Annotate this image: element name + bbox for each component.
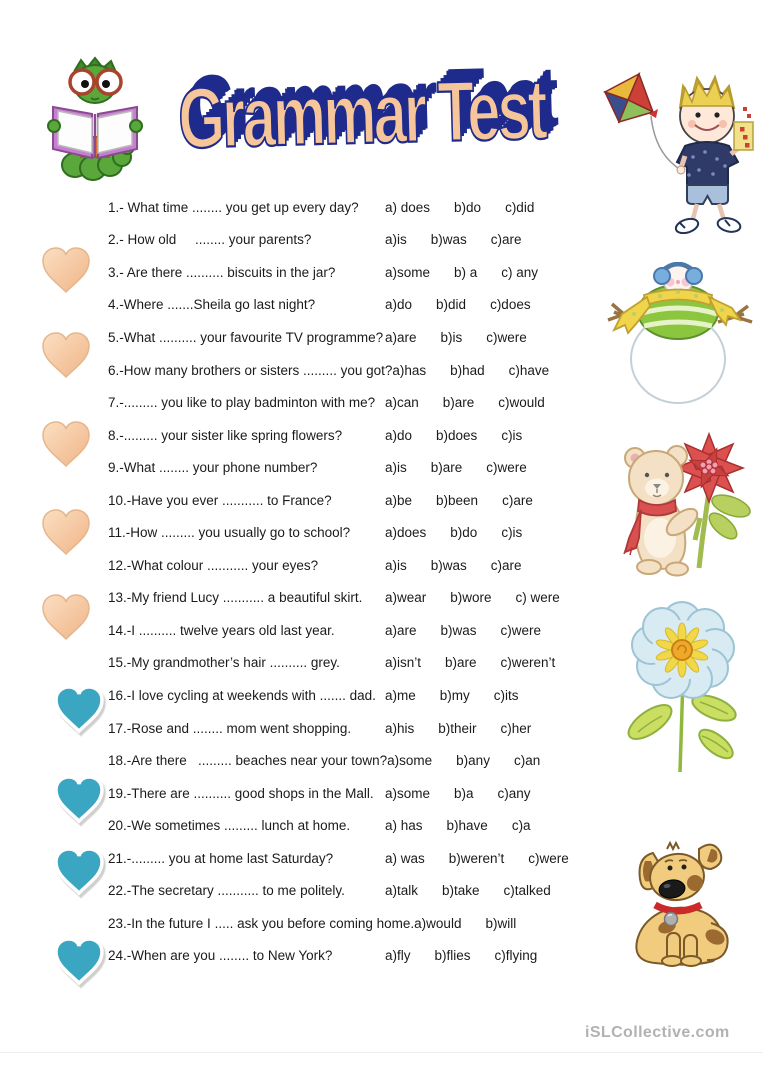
question-row	[108, 289, 668, 322]
answer-options	[385, 851, 569, 866]
question-text: 4.-Where .......Sheila go last night?	[108, 297, 316, 313]
answer-option: c)would	[498, 395, 545, 411]
question-text: 21.-......... you at home last Saturday?	[108, 850, 334, 866]
question-text: 20.-We sometimes ......... lunch at home.	[108, 818, 351, 834]
blue-heart-icon	[53, 846, 105, 896]
answer-option: b)had	[450, 362, 485, 378]
answer-option: b)a	[454, 785, 474, 801]
question-row	[108, 256, 668, 289]
answer-option: b)wore	[450, 590, 492, 606]
answer-options	[385, 786, 531, 801]
question-row	[108, 614, 668, 647]
question-text: 14.-I .......... twelve years old last year.	[108, 622, 335, 638]
question-text: 19.-There are .......... good shops in the Mall.	[108, 785, 374, 801]
questions-list	[108, 191, 668, 972]
answer-option: c)an	[513, 753, 541, 769]
answer-option: a)some	[387, 753, 433, 769]
answer-option: c)were	[500, 622, 542, 638]
answer-option: c)are	[490, 232, 522, 248]
question-text: 1.- What time ........ you get up every day?	[108, 199, 359, 215]
question-row	[108, 744, 668, 777]
answer-option: a)isn’t	[385, 655, 422, 671]
question-text: 10.-Have you ever ........... to France?	[108, 492, 332, 508]
blue-heart-icon	[53, 936, 105, 986]
answer-option: b)do	[454, 199, 482, 215]
answer-options	[385, 428, 522, 443]
question-row	[108, 647, 668, 680]
blue-heart-icon	[53, 684, 105, 734]
question-row	[108, 809, 668, 842]
answer-option: b)did	[436, 297, 467, 313]
answer-option: a)is	[385, 557, 407, 573]
answer-options	[385, 460, 527, 475]
answer-options	[385, 297, 531, 312]
question-text: 22.-The secretary ........... to me politely.	[108, 883, 345, 899]
question-row	[108, 549, 668, 582]
answer-option: a)wear	[385, 590, 427, 606]
answer-options	[385, 590, 560, 605]
question-text: 15.-My grandmother’s hair .......... grey.	[108, 655, 340, 671]
question-text: 8.-......... your sister like spring flowers?	[108, 427, 343, 443]
answer-option: a)has	[392, 362, 427, 378]
answer-option: a)some	[385, 264, 431, 280]
answer-option: c)weren’t	[500, 655, 556, 671]
answer-option: a)can	[385, 395, 419, 411]
answer-option: b)are	[445, 655, 477, 671]
answer-option: a)do	[385, 297, 413, 313]
answer-options	[385, 818, 531, 833]
answer-options	[414, 916, 516, 931]
answer-option: c)talked	[503, 883, 551, 899]
question-text: 6.-How many brothers or sisters ......... you got?	[108, 362, 393, 378]
question-row	[108, 354, 668, 387]
answer-option: c)any	[497, 785, 531, 801]
question-row	[108, 874, 668, 907]
answer-option: c)is	[501, 427, 523, 443]
answer-option: b)have	[446, 818, 488, 834]
answer-option: b)will	[485, 915, 517, 931]
question-row	[108, 224, 668, 257]
answer-option: a)his	[385, 720, 415, 736]
question-row	[108, 679, 668, 712]
answer-options	[392, 363, 549, 378]
answer-option: a)do	[385, 427, 413, 443]
question-row	[108, 516, 668, 549]
answer-option: c)does	[490, 297, 531, 313]
question-text: 13.-My friend Lucy ........... a beautiful skirt.	[108, 590, 363, 606]
answer-option: b)was	[430, 557, 467, 573]
question-text: 24.-When are you ........ to New York?	[108, 948, 333, 964]
question-text: 11.-How ......... you usually go to school?	[108, 525, 351, 541]
answer-options	[385, 883, 551, 898]
question-text: 9.-What ........ your phone number?	[108, 460, 318, 476]
answer-option: b)my	[439, 687, 470, 703]
answer-options	[385, 265, 538, 280]
title-text: Grammar Test	[177, 61, 546, 167]
answer-option: c)its	[493, 687, 519, 703]
answer-options	[385, 200, 534, 215]
question-row	[108, 451, 668, 484]
answer-options	[385, 525, 522, 540]
peach-heart-icon	[40, 592, 92, 642]
answer-option: b)flies	[434, 948, 471, 964]
worksheet-title	[177, 61, 546, 167]
answer-option: c)were	[528, 850, 569, 866]
answer-option: b)is	[440, 329, 463, 345]
question-text: 12.-What colour ........... your eyes?	[108, 557, 319, 573]
question-text: 7.-......... you like to play badminton with me?	[108, 395, 376, 411]
question-row	[108, 907, 668, 940]
answer-option: c) any	[501, 264, 539, 280]
peach-heart-icon	[40, 245, 92, 295]
answer-option: c)did	[505, 199, 535, 215]
answer-option: c)were	[486, 329, 527, 345]
question-text: 3.- Are there .......... biscuits in the jar?	[108, 264, 336, 280]
answer-options	[385, 558, 522, 573]
blue-heart-icon	[53, 774, 105, 824]
answer-option: b)weren’t	[448, 850, 505, 866]
answer-option: a)is	[385, 232, 407, 248]
answer-option: a) has	[385, 818, 423, 834]
answer-option: c) were	[515, 590, 560, 606]
answer-option: a)talk	[385, 883, 419, 899]
answer-option: a) does	[385, 199, 431, 215]
answer-option: b)do	[450, 525, 478, 541]
answer-option: c)flying	[494, 948, 538, 964]
islcollective-watermark: iSLCollective.com	[585, 1024, 730, 1041]
answer-option: a)be	[385, 492, 413, 508]
answer-option: c)a	[511, 818, 531, 834]
answer-option: b)been	[436, 492, 479, 508]
answer-option: c)were	[486, 460, 527, 476]
question-row	[108, 386, 668, 419]
answer-option: a)fly	[385, 948, 411, 964]
answer-options	[385, 655, 555, 670]
footer-divider	[0, 1052, 763, 1053]
answer-options	[385, 395, 545, 410]
answer-option: a)would	[414, 915, 462, 931]
question-row	[108, 321, 668, 354]
peach-heart-icon	[40, 330, 92, 380]
answer-options	[385, 493, 533, 508]
question-text: 18.-Are there ......... beaches near your town?	[108, 753, 388, 769]
bookworm-reading-illustration	[45, 52, 145, 182]
answer-option: a)me	[385, 687, 416, 703]
question-row	[108, 940, 668, 973]
answer-option: a)are	[385, 329, 417, 345]
question-text: 23.-In the future I ..... ask you before coming home.	[108, 915, 415, 931]
question-row	[108, 191, 668, 224]
answer-option: b)does	[436, 427, 478, 443]
answer-option: c)her	[500, 720, 532, 736]
question-row	[108, 712, 668, 745]
answer-option: b)was	[430, 232, 467, 248]
answer-options	[385, 330, 527, 345]
answer-options	[385, 721, 531, 736]
question-row	[108, 419, 668, 452]
answer-options	[385, 948, 537, 963]
answer-option: c)is	[501, 525, 523, 541]
answer-options	[385, 232, 522, 247]
question-text: 16.-I love cycling at weekends with ....... dad.	[108, 687, 376, 703]
peach-heart-icon	[40, 419, 92, 469]
question-text: 5.-What .......... your favourite TV programme?	[108, 329, 384, 345]
answer-option: a)does	[385, 525, 427, 541]
answer-option: b)are	[430, 460, 463, 476]
peach-heart-icon	[40, 507, 92, 557]
answer-option: b) a	[454, 264, 478, 280]
answer-option: a)are	[385, 622, 417, 638]
answer-option: b)their	[438, 720, 477, 736]
question-row	[108, 582, 668, 615]
answer-option: c)have	[508, 362, 550, 378]
question-row	[108, 484, 668, 517]
question-text: 2.- How old ........ your parents?	[108, 232, 312, 248]
answer-option: b)are	[442, 395, 475, 411]
answer-options	[385, 623, 541, 638]
answer-option: b)any	[456, 753, 490, 769]
answer-options	[385, 688, 519, 703]
question-text: 17.-Rose and ........ mom went shopping.	[108, 720, 352, 736]
answer-option: a)is	[385, 460, 407, 476]
question-row	[108, 777, 668, 810]
answer-option: c)are	[490, 557, 522, 573]
answer-option: c)are	[502, 492, 533, 508]
question-row	[108, 842, 668, 875]
answer-option: b)take	[442, 883, 480, 899]
answer-option: a)some	[385, 785, 431, 801]
answer-option: a) was	[385, 850, 425, 866]
answer-option: b)was	[440, 622, 477, 638]
answer-options	[387, 753, 540, 768]
